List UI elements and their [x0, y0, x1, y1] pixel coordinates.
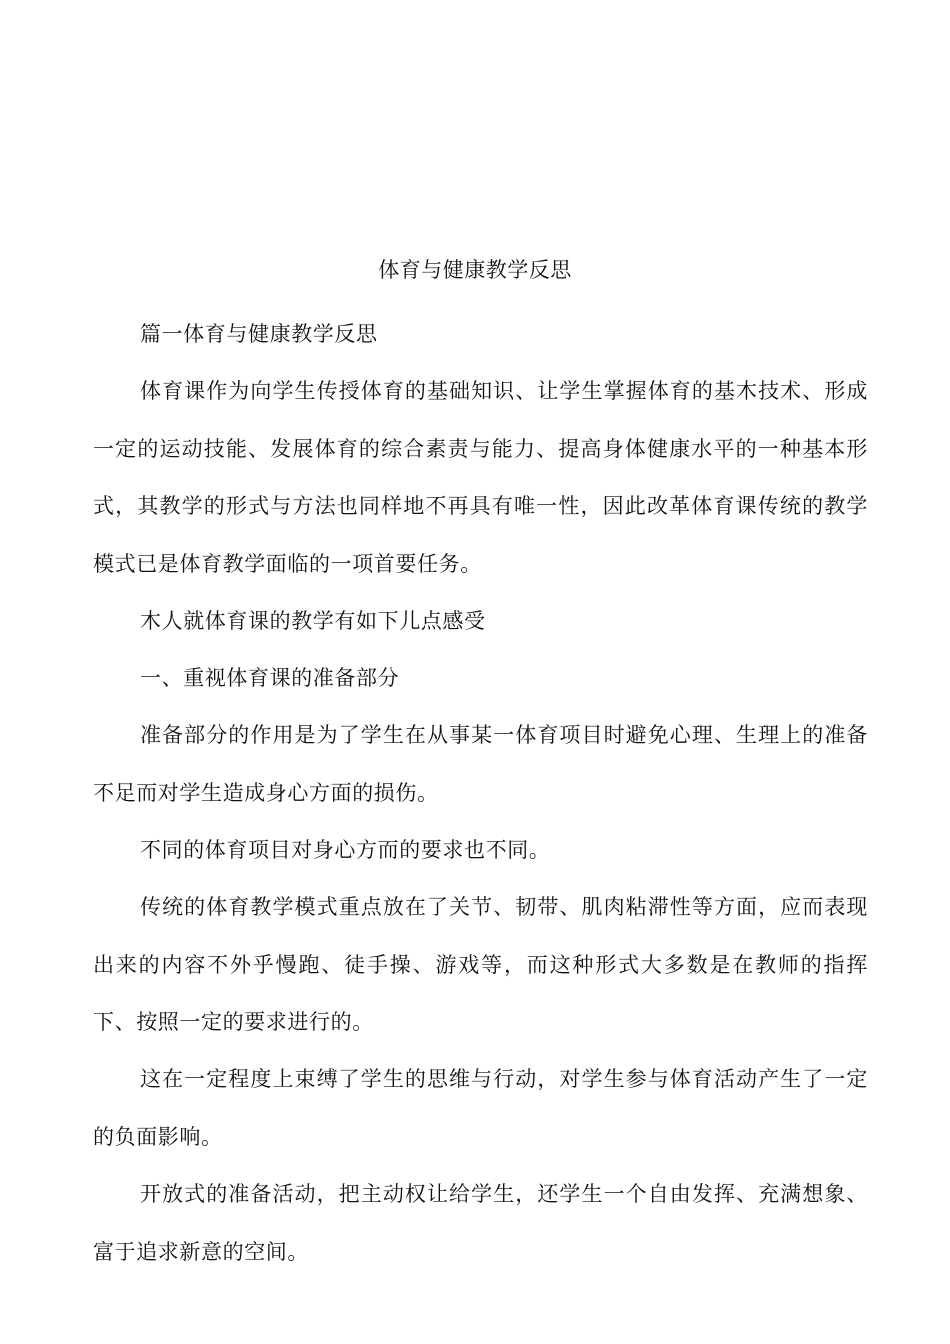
paragraph-preparation: 准备部分的作用是为了学生在从事某一体育项目时避免心理、生理上的准备不足而对学生造成身心方面的损伤。	[93, 723, 868, 805]
paragraph-open-activity: 开放式的准备活动，把主动权让给学生，还学生一个自由发挥、充满想象、富于追求新意的空间。	[93, 1182, 868, 1264]
paragraph-constraint: 这在一定程度上束缚了学生的思维与行动，对学生参与体育活动产生了一定的负面影响。	[93, 1067, 868, 1149]
paragraph-feelings: 木人就体育课的教学有如下儿点感受	[140, 609, 486, 633]
section-heading-one: 一、重视体育课的准备部分	[140, 666, 400, 690]
paragraph-different: 不同的体育项目对身心方而的要求也不同。	[140, 838, 551, 862]
document-title: 体育与健康教学反思	[378, 258, 572, 282]
paragraph-traditional: 传统的体育教学模式重点放在了关节、韧带、肌肉粘滞性等方面，应而表现出来的内容不外乎慢跑、徒手操、游戏等，而这种形式大多数是在教师的指挥下、按照一定的要求进行的。	[93, 895, 868, 1034]
paragraph-intro: 体育课作为向学生传授体育的基础知识、让学生掌握体育的基木技术、形成一定的运动技能、发展体育的综合素责与能力、提高身体健康水平的一种基本形式，其教学的形式与方法也同样地不再具有唯一性，因此改革体育课传统的教学模式已是体育教学面临的一项首要任务。	[93, 379, 868, 576]
paragraph-subtitle: 篇一体育与健康教学反思	[140, 322, 378, 346]
